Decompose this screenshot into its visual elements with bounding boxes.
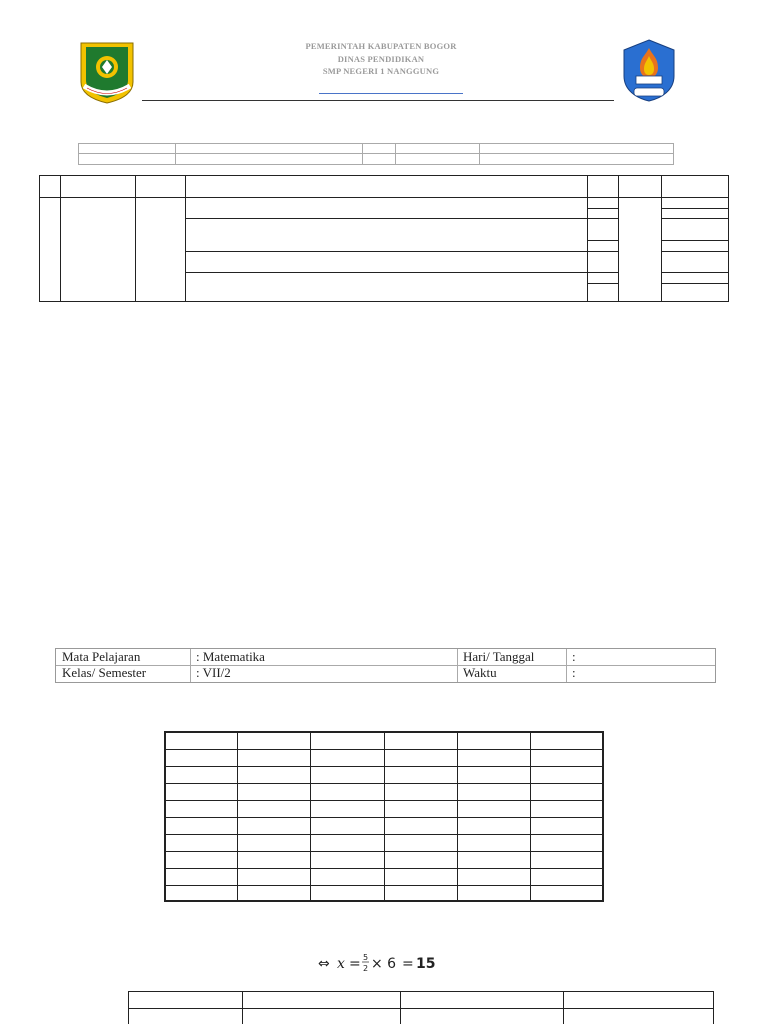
smpn-nanggung-logo (618, 38, 680, 102)
time-label: Waktu (463, 665, 497, 680)
time-value: : (572, 665, 576, 680)
equals-sign: = (349, 956, 361, 972)
letterhead-link-underline[interactable] (319, 93, 463, 94)
solution-formula (318, 949, 438, 977)
fraction-numerator: 5 (363, 953, 369, 962)
fraction-denominator: 2 (363, 964, 369, 973)
letterhead-rule (142, 100, 614, 101)
subject-value: : Matematika (196, 649, 265, 664)
class-semester-label: Kelas/ Semester (62, 665, 147, 680)
department-name: DINAS PENDIDIKAN (337, 53, 425, 64)
result-value: 15 (416, 956, 436, 972)
class-semester-value: : VII/2 (196, 665, 231, 680)
equals-sign-2: = (402, 956, 414, 972)
equivalence-arrow: ⇔ (318, 956, 330, 972)
exam-info-table (55, 648, 716, 683)
day-date-value: : (572, 649, 576, 664)
government-name: PEMERINTAH KABUPATEN BOGOR (305, 41, 457, 51)
letterhead-text (250, 40, 512, 78)
kabupaten-bogor-logo (78, 40, 136, 104)
variable-x: x (337, 956, 345, 972)
day-date-label: Hari/ Tanggal (463, 649, 535, 664)
times-six: × 6 (371, 956, 397, 972)
school-name: SMP NEGERI 1 NANGGUNG (322, 66, 440, 76)
subject-label: Mata Pelajaran (62, 649, 141, 664)
